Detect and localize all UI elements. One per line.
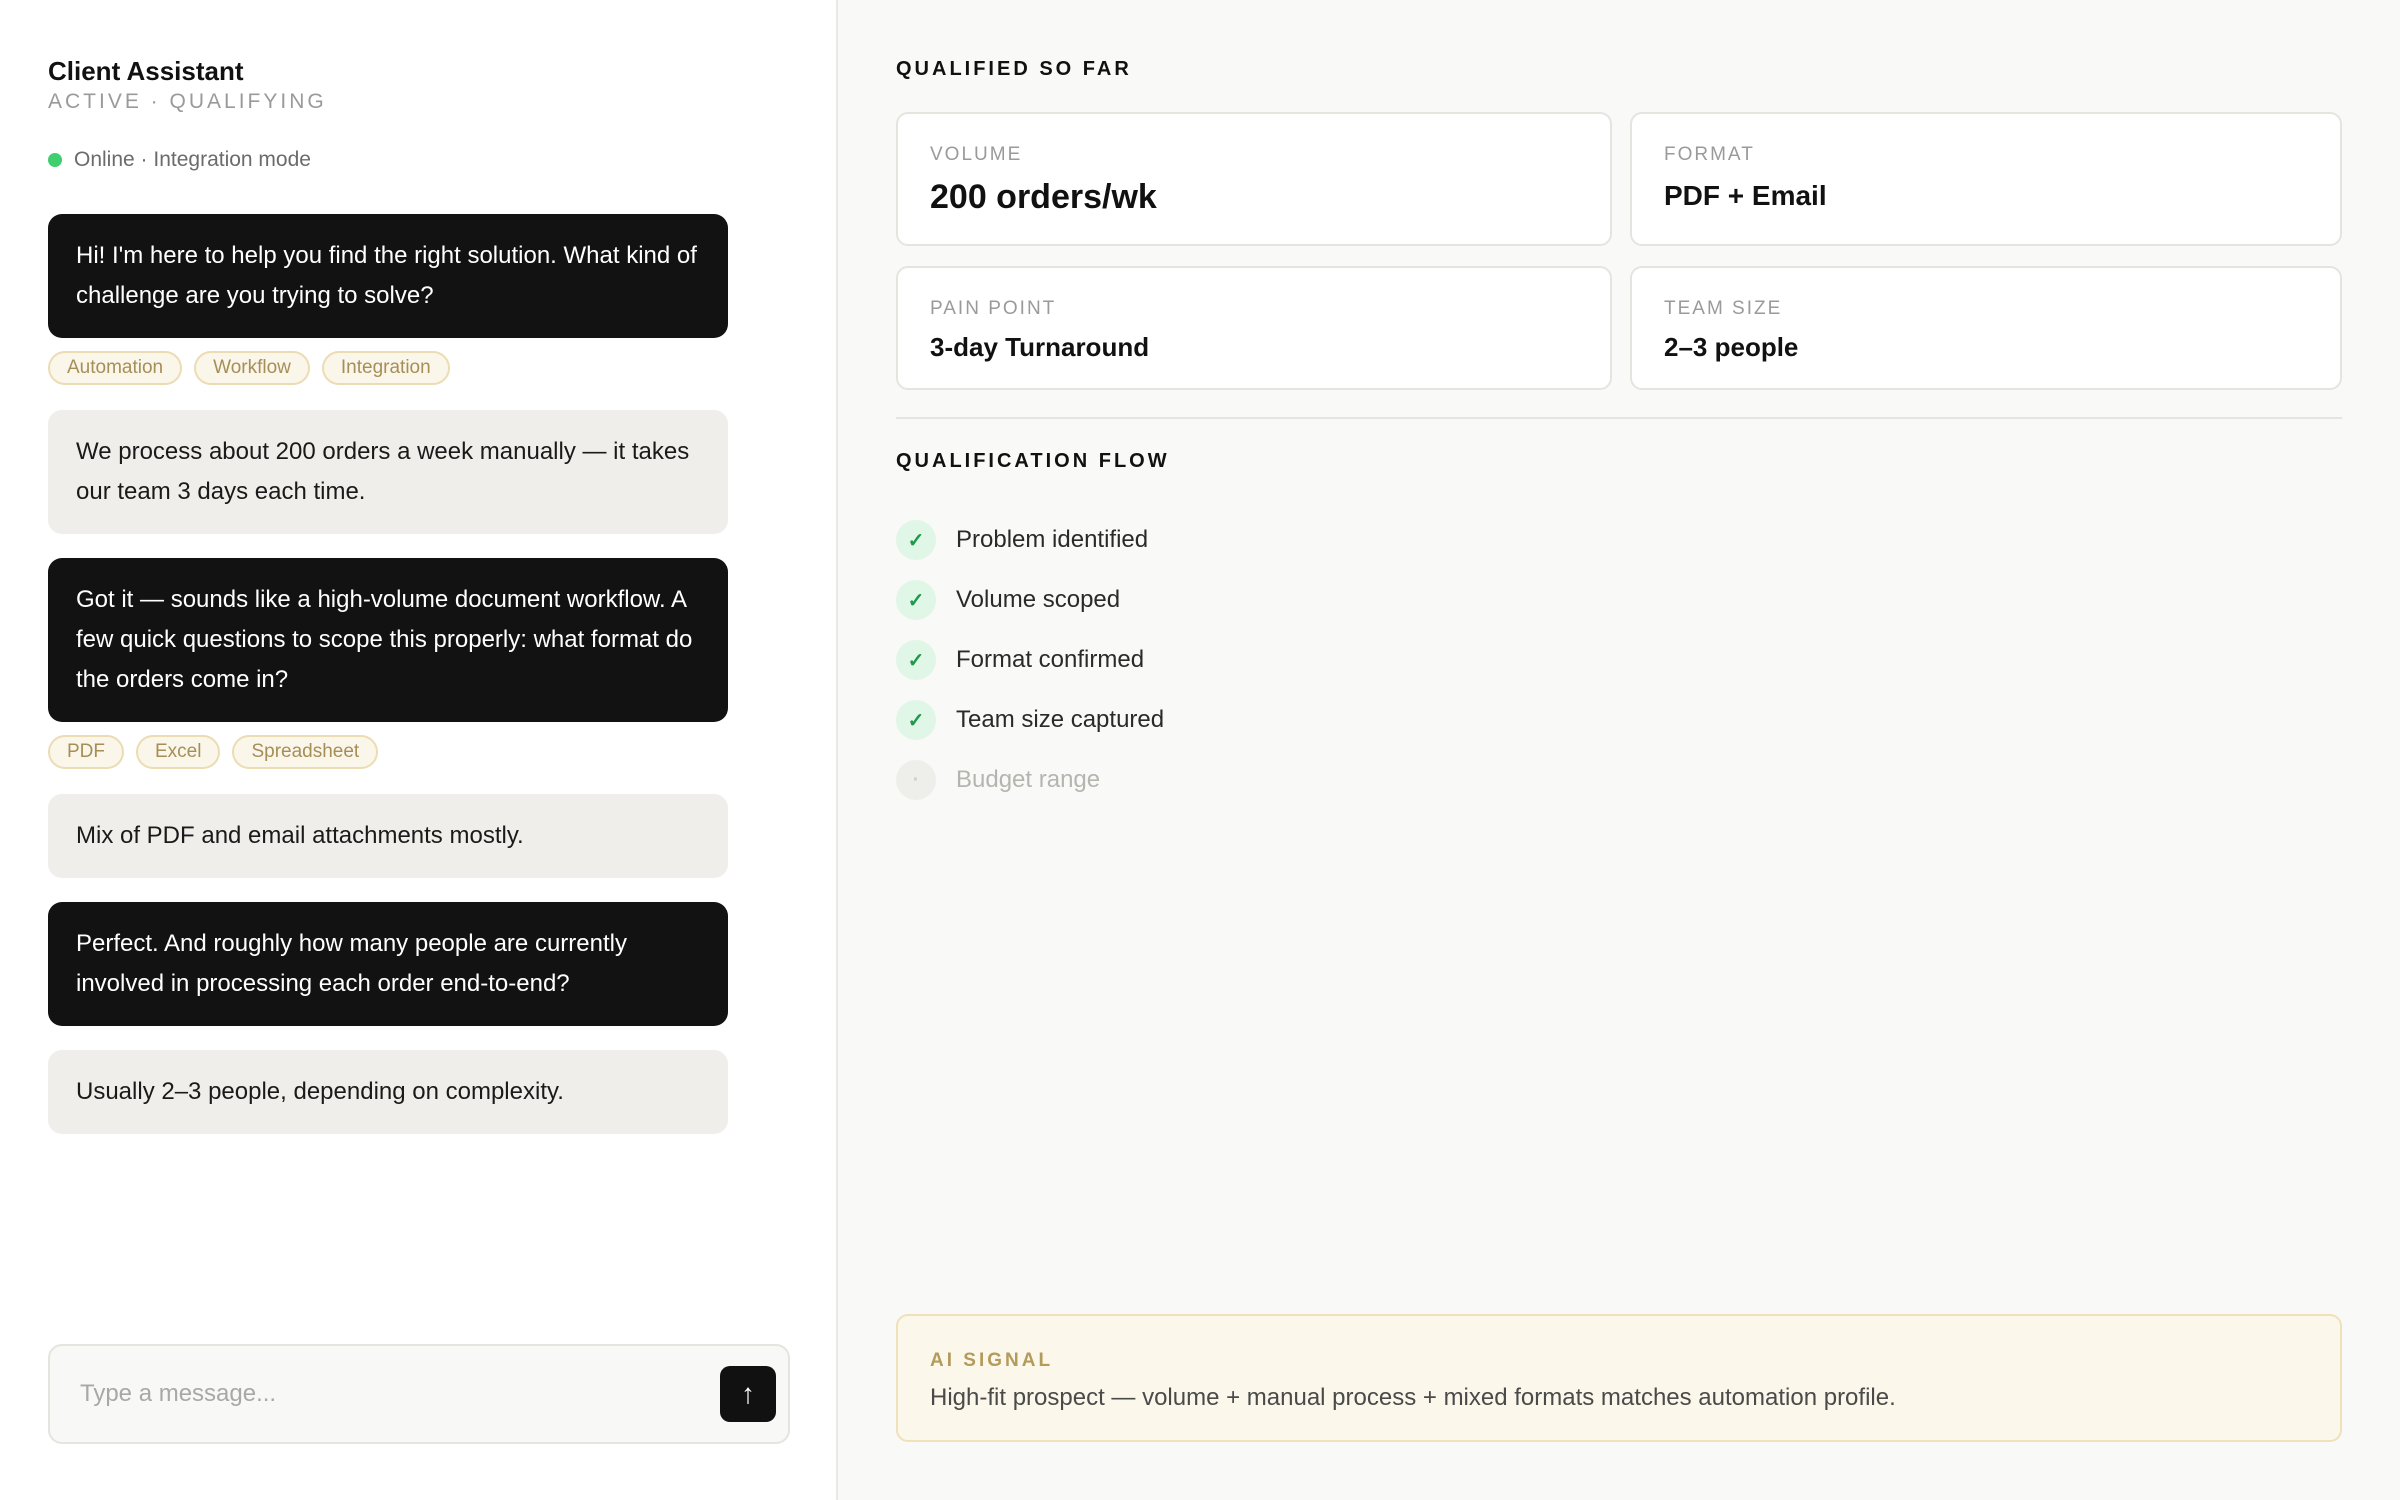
bot-message: Got it — sounds like a high-volume document workflow. A few quick questions to scope this properly: what format do the orders come in? — [48, 558, 728, 722]
card-format — [1630, 112, 2342, 246]
flow-item — [896, 640, 1164, 680]
chip-automation[interactable]: Automation — [48, 351, 182, 385]
card-label: VOLUME — [930, 144, 1023, 165]
card-pain-point — [896, 266, 1612, 390]
ai-signal-card — [896, 1314, 2342, 1442]
user-message: Usually 2–3 people, depending on complexity. — [48, 1050, 728, 1134]
ai-signal-text: High-fit prospect — volume + manual process + mixed formats matches automation profile. — [930, 1384, 1896, 1411]
bot-message: Hi! I'm here to help you find the right solution. What kind of challenge are you trying to solve? — [48, 214, 728, 338]
flow-item-label: Volume scoped — [956, 586, 1121, 613]
card-team-size — [1630, 266, 2342, 390]
flow-item-label: Format confirmed — [956, 646, 1145, 673]
assistant-title: Client Assistant — [48, 56, 244, 86]
flow-item — [896, 700, 1164, 740]
card-value: PDF + Email — [1664, 180, 1827, 211]
card-value: 2–3 people — [1664, 332, 1799, 362]
qualification-flow — [896, 520, 1164, 820]
online-dot-icon — [48, 153, 62, 167]
card-value: 200 orders/wk — [930, 178, 1157, 216]
check-icon: ✓ — [896, 580, 936, 620]
card-label: PAIN POINT — [930, 298, 1057, 319]
chip-pdf[interactable]: PDF — [48, 735, 124, 769]
user-message: We process about 200 orders a week manually — it takes our team 3 days each time. — [48, 410, 728, 534]
chip-excel[interactable]: Excel — [136, 735, 220, 769]
card-volume — [896, 112, 1612, 246]
chip-workflow[interactable]: Workflow — [194, 351, 310, 385]
chat-panel — [0, 0, 838, 1500]
chip-integration[interactable]: Integration — [322, 351, 450, 385]
qualified-heading: QUALIFIED SO FAR — [896, 58, 1132, 80]
qualification-panel — [838, 0, 2400, 1500]
check-icon: ✓ — [896, 640, 936, 680]
arrow-up-icon: ↑ — [741, 1378, 755, 1409]
flow-item-label: Problem identified — [956, 526, 1149, 553]
card-label: FORMAT — [1664, 144, 1755, 165]
card-label: TEAM SIZE — [1664, 298, 1783, 319]
flow-item — [896, 760, 1164, 800]
bot-message: Perfect. And roughly how many people are currently involved in processing each order end-to-end? — [48, 902, 728, 1026]
flow-item — [896, 580, 1164, 620]
card-value: 3-day Turnaround — [930, 332, 1150, 362]
check-icon: ✓ — [896, 700, 936, 740]
user-message: Mix of PDF and email attachments mostly. — [48, 794, 728, 878]
ai-signal-label: AI SIGNAL — [930, 1350, 1054, 1371]
status-text: Online · Integration mode — [74, 148, 311, 171]
message-composer — [48, 1344, 790, 1444]
flow-item — [896, 520, 1164, 560]
send-button[interactable] — [720, 1366, 776, 1422]
flow-item-label: Budget range — [956, 766, 1101, 793]
check-icon: ✓ — [896, 520, 936, 560]
assistant-subtitle: ACTIVE · QUALIFYING — [48, 90, 327, 113]
suggestion-chips — [48, 351, 450, 385]
flow-item-label: Team size captured — [956, 706, 1165, 733]
suggestion-chips — [48, 735, 378, 769]
message-input[interactable] — [80, 1380, 720, 1408]
pending-dot-icon: · — [896, 760, 936, 800]
chip-spreadsheet[interactable]: Spreadsheet — [232, 735, 378, 769]
divider — [896, 417, 2342, 419]
status-indicator — [48, 148, 311, 172]
flow-heading: QUALIFICATION FLOW — [896, 450, 1170, 472]
